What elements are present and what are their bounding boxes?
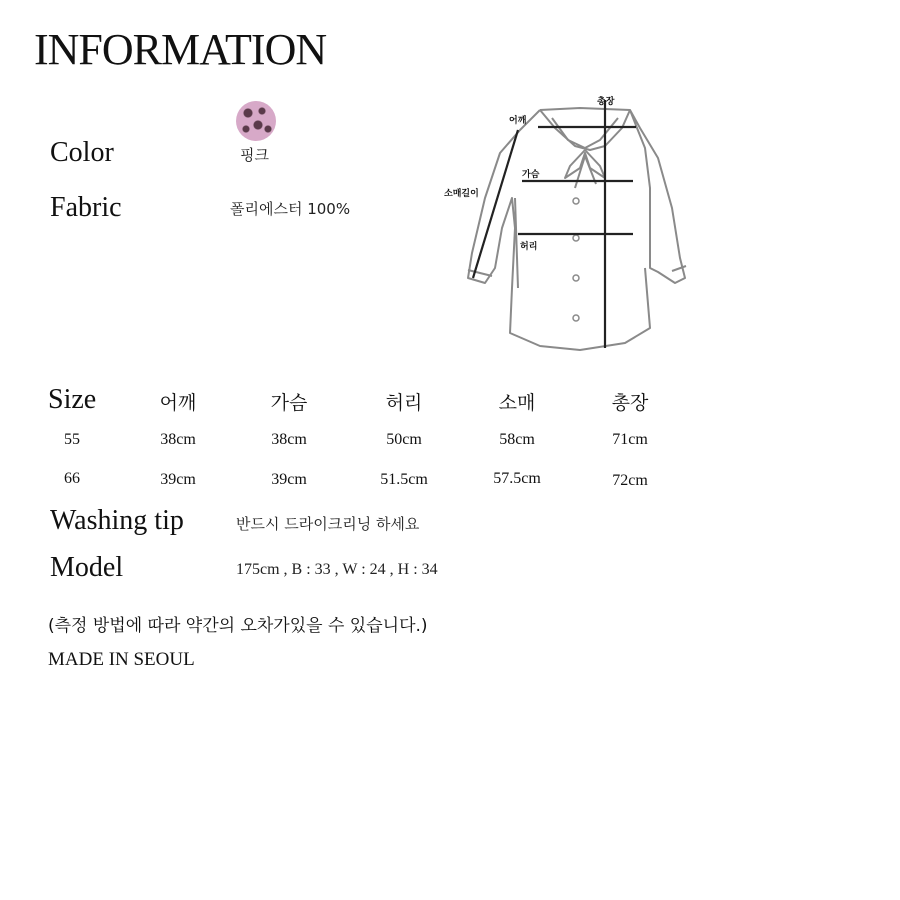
diagram-label-shoulder: 어깨: [509, 116, 527, 126]
size-cell: 39cm: [271, 471, 307, 488]
fabric-value: 폴리에스터 100%: [230, 200, 351, 218]
washing-label: Washing tip: [50, 505, 184, 536]
size-cell: 71cm: [612, 431, 648, 448]
size-label: Size: [48, 384, 97, 415]
size-cell: 57.5cm: [493, 470, 541, 487]
size-col-waist: 허리: [385, 392, 423, 414]
color-swatch: [236, 101, 276, 141]
fabric-label: Fabric: [50, 192, 122, 223]
color-value: 핑크: [240, 146, 269, 164]
garment-diagram: [440, 88, 700, 358]
washing-value: 반드시 드라이크리닝 하세요: [236, 515, 420, 533]
model-label: Model: [50, 552, 124, 583]
origin-text: MADE IN SEOUL: [48, 649, 195, 670]
color-label: Color: [50, 137, 114, 168]
size-cell: 38cm: [160, 431, 196, 448]
size-cell: 50cm: [386, 431, 422, 448]
diagram-label-chest: 가슴: [522, 170, 540, 180]
size-cell: 38cm: [271, 431, 307, 448]
sleeve-line: [473, 130, 518, 278]
diagram-label-waist: 허리: [520, 242, 538, 252]
size-col-length: 총장: [611, 392, 649, 414]
diagram-label-length: 총장: [597, 97, 615, 107]
measurement-note: (측정 방법에 따라 약간의 오차가있을 수 있습니다.): [48, 616, 428, 636]
size-cell: 39cm: [160, 471, 196, 488]
size-cell: 72cm: [612, 472, 648, 489]
page-title: INFORMATION: [34, 25, 327, 74]
diagram-label-sleeve: 소매길이: [444, 189, 479, 199]
size-col-chest: 가슴: [270, 392, 308, 414]
size-col-sleeve: 소매: [498, 392, 536, 414]
model-value: 175cm , B : 33 , W : 24 , H : 34: [236, 561, 438, 578]
size-cell: 58cm: [499, 431, 535, 448]
size-row-66-label: 66: [64, 470, 80, 487]
size-cell: 51.5cm: [380, 471, 428, 488]
size-row-55-label: 55: [64, 431, 80, 448]
size-col-shoulder: 어깨: [159, 392, 197, 414]
